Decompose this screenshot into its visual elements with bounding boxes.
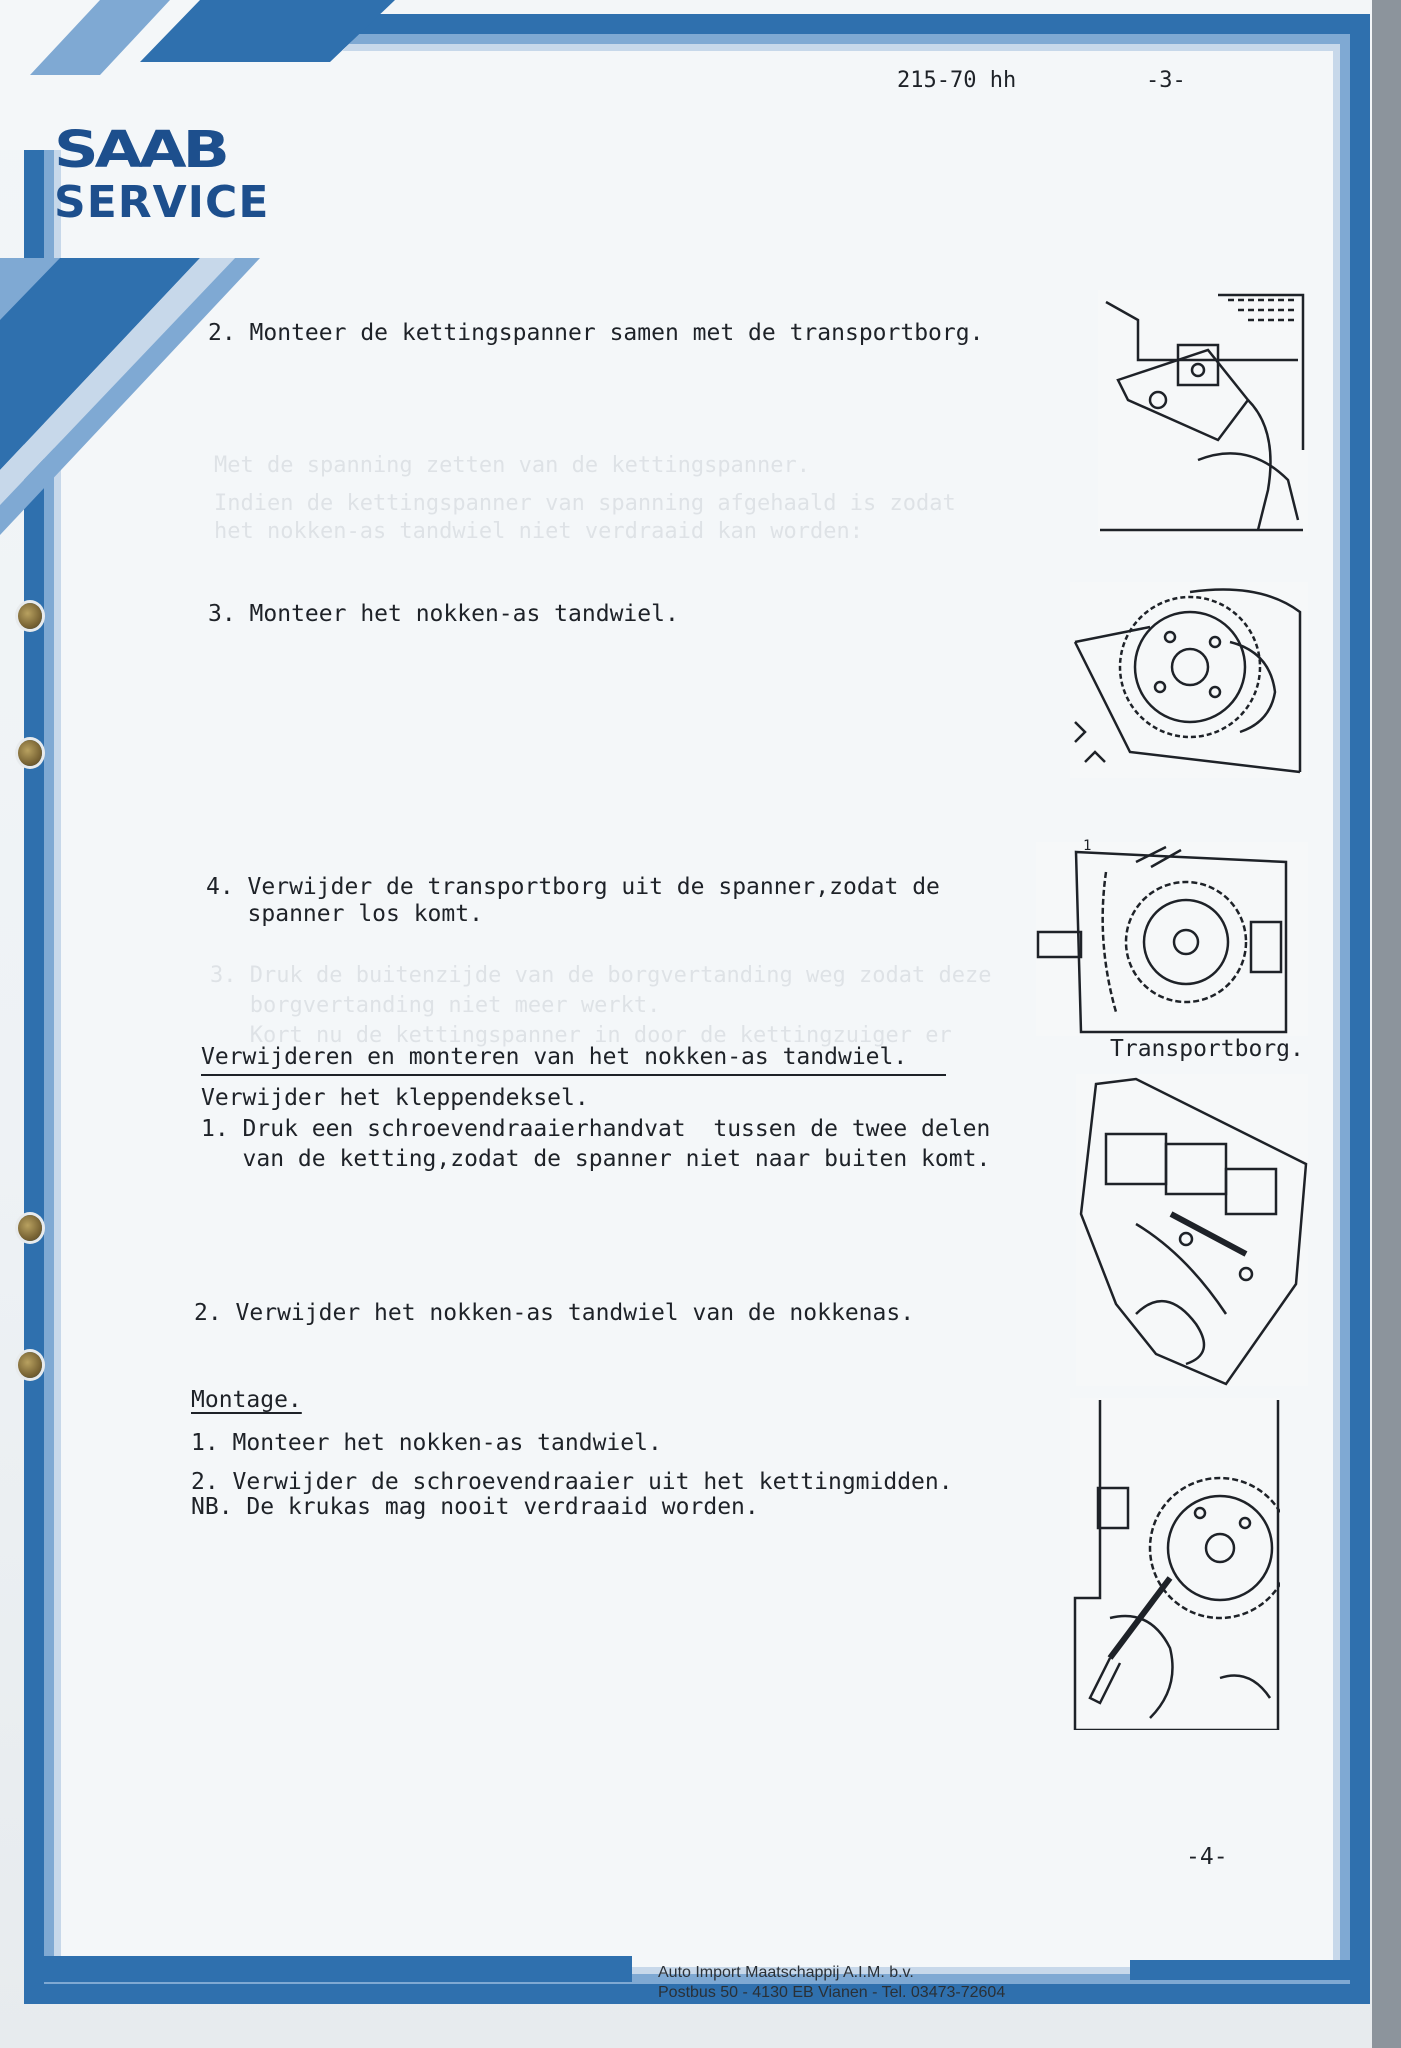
section-step2: 2. Verwijder het nokken-as tandwiel van de nokkenas. [194,1300,915,1326]
footer-address [658,1963,1005,2003]
page-number-top: -3- [1146,68,1186,93]
binder-hole [18,1352,42,1378]
section-heading: Verwijderen en monteren van het nokken-as tandwiel. [201,1044,946,1076]
ghost-text-line: borgvertanding niet meer werkt. [210,993,661,1018]
figure-mounting-sprocket [1070,1398,1280,1730]
step-remove-lock-line1: 4. Verwijder de transportborg uit de spanner,zodat de [206,874,940,900]
logo-saab: SAAB [54,119,226,180]
figure-screwdriver-chain [1076,1074,1308,1386]
montage-line1: 1. Monteer het nokken-as tandwiel. [191,1430,662,1456]
ghost-text-line: Kort nu de kettingspanner in door de kettingzuiger er [210,1023,952,1048]
ghost-text-line: 3. Druk de buitenzijde van de borgvertanding weg zodat deze [210,963,992,988]
page-number-bottom: -4- [1186,1844,1228,1870]
figure-transport-lock [1036,838,1308,1036]
footer-company: Auto Import Maatschappij A.I.M. b.v. [658,1964,914,1981]
figure-camshaft-sprocket [1070,582,1308,778]
section-step1-line2: van de ketting,zodat de spanner niet naar buiten komt. [201,1146,991,1172]
section-intro: Verwijder het kleppendeksel. [201,1085,589,1111]
step-install-tensioner: 2. Monteer de kettingspanner samen met de transportborg. [208,320,984,346]
binder-hole [18,740,42,766]
logo-service: SERVICE [54,177,270,228]
footer-bar-left [24,1956,632,1982]
footer-postal: Postbus 50 - 4130 EB Vianen - Tel. 03473-72604 [658,1984,1006,2001]
figure-chain-tensioner [1098,290,1308,536]
step-remove-lock-line2: spanner los komt. [206,901,483,927]
figure-caption-transportborg: Transportborg. [1110,1036,1304,1062]
document-reference: 215-70 hh [897,68,1017,93]
binder-hole [18,603,42,629]
montage-line2: 2. Verwijder de schroevendraaier uit het kettingmidden. [191,1469,953,1495]
saab-service-logo [54,119,314,228]
ghost-text-line: het nokken-as tandwiel niet verdraaid kan worden: [214,519,864,544]
footer-bar-right [1130,1960,1356,1980]
figure-callout-number: 1 [1083,838,1092,854]
ghost-text-line: Indien de kettingspanner van spanning afgehaald is zodat [214,491,956,516]
montage-line3: NB. De krukas mag nooit verdraaid worden. [191,1494,759,1520]
step-install-sprocket: 3. Monteer het nokken-as tandwiel. [208,601,679,627]
binder-hole [18,1215,42,1241]
montage-heading: Montage. [191,1387,302,1413]
section-step1-line1: 1. Druk een schroevendraaierhandvat tussen de twee delen [201,1116,991,1142]
ghost-text-line: Met de spanning zetten van de kettingspanner. [214,453,811,478]
